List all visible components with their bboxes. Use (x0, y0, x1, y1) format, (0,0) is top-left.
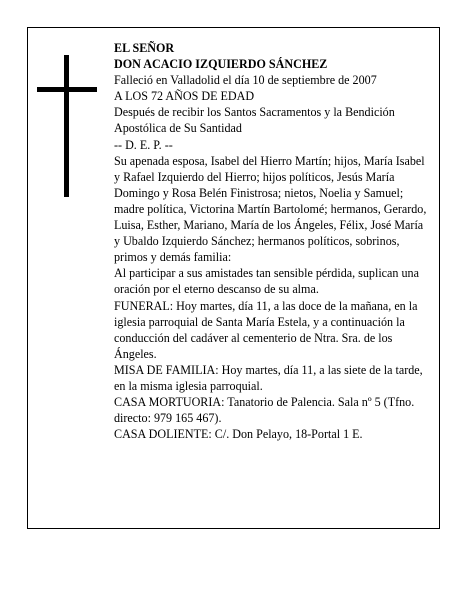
prayer-request: Al participar a sus amistades tan sensible pérdida, suplican una oración por el eterno descanso de su alma. (114, 266, 419, 297)
deceased-name: DON ACACIO IZQUIERDO SÁNCHEZ (114, 57, 328, 72)
sacraments-note: Después de recibir los Santos Sacramentos y la Bendición Apostólica de Su Santidad (114, 105, 395, 136)
rest-in-peace: -- D. E. P. -- (114, 137, 173, 152)
death-place-date: Falleció en Valladolid el día 10 de septiembre de 2007 (114, 73, 377, 88)
cross-horizontal-bar (37, 87, 97, 92)
age-at-death: A LOS 72 AÑOS DE EDAD (114, 89, 255, 104)
heading: EL SEÑOR (114, 41, 175, 55)
family-list: Su apenada esposa, Isabel del Hierro Martín; hijos, María Isabel y Rafael Izquierdo del Hierro; hijos políticos, Jesús María Domingo y Rosa Belén Finistrosa; nietos, Noelia y Samuel; madre política, Victorina Martín Bartolomé; hermanos, Gerardo, Luisa, Esther, Mariano, María de los Ángeles, Félix, José María y Ubaldo Izquierdo Sánchez; hermanos políticos, sobrinos, primos y demás familia: (114, 153, 427, 265)
family-mass-info: MISA DE FAMILIA: Hoy martes, día 11, a las siete de la tarde, en la misma iglesia parroquial. (114, 362, 423, 393)
latin-cross-icon (37, 55, 97, 197)
mortuary-info: CASA MORTUORIA: Tanatorio de Palencia. Sala nº 5 (Tfno. directo: 979 165 467). (114, 395, 415, 426)
funeral-info: FUNERAL: Hoy martes, día 11, a las doce de la mañana, en la iglesia parroquial de Santa María Estela, y a continuación la conducción del cadáver al cementerio de Ntra. Sra. de los Ángeles. (114, 298, 418, 361)
mourning-house-info: CASA DOLIENTE: C/. Don Pelayo, 18-Portal 1 E. (114, 427, 363, 442)
obituary-text (114, 40, 430, 442)
cross-vertical-bar (64, 55, 69, 197)
